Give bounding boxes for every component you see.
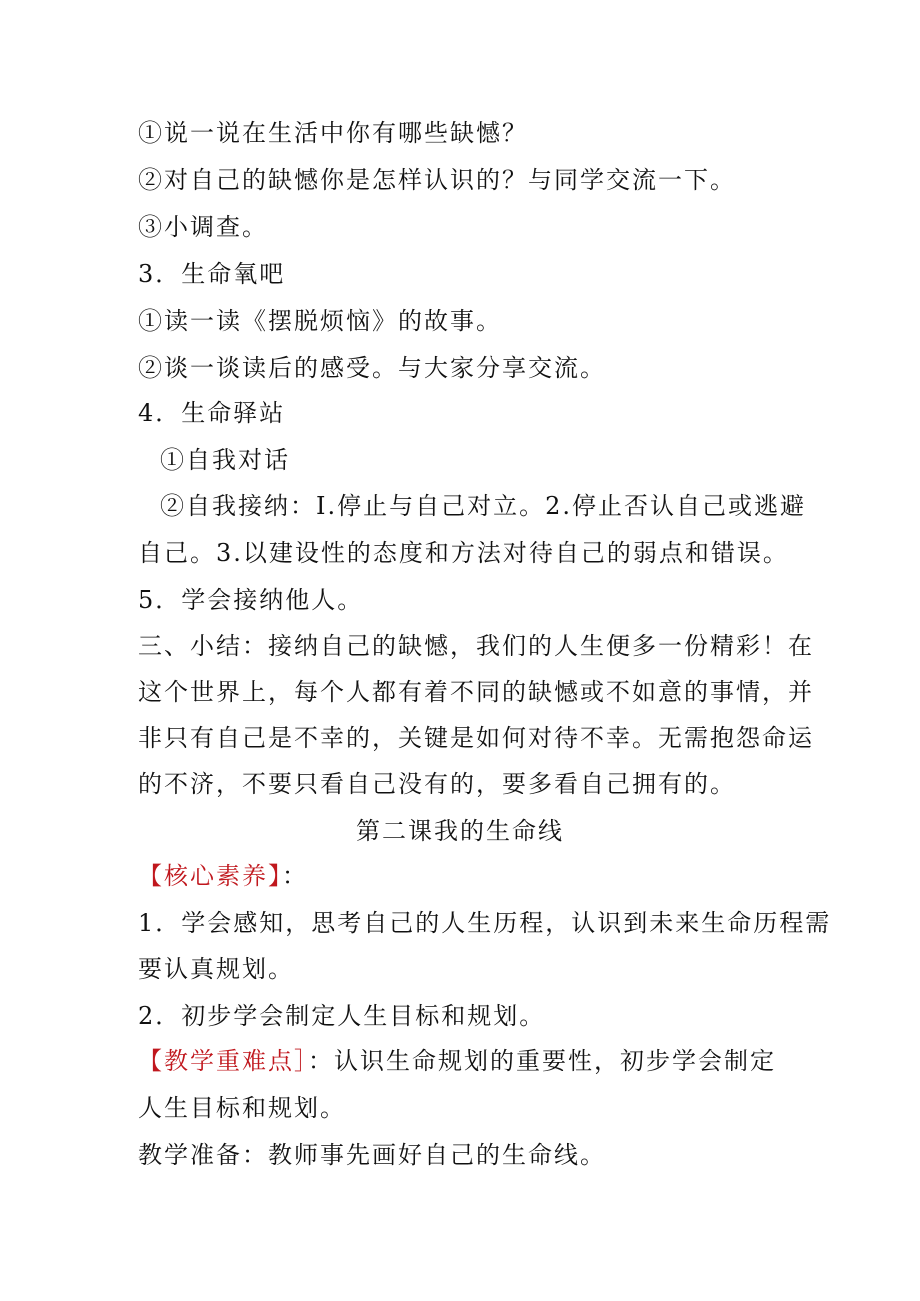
core-literacy-heading bbox=[138, 861, 308, 891]
key-points-text: ：认识生命规划的重要性，初步学会制定 bbox=[308, 1047, 776, 1075]
text-line: ①读一读《摆脱烦恼》的故事。 bbox=[138, 307, 502, 335]
core-point: 2．初步学会制定人生目标和规划。 bbox=[138, 1002, 546, 1030]
text-line: 自己。3.以建设性的态度和方法对待自己的弱点和错误。 bbox=[138, 539, 789, 567]
core-point: 1．学会感知，思考自己的人生历程，认识到未来生命历程需 bbox=[138, 909, 832, 937]
text-line: ②对自己的缺憾你是怎样认识的？与同学交流一下。 bbox=[138, 166, 736, 194]
preparation-line: 教学准备：教师事先画好自己的生命线。 bbox=[138, 1141, 606, 1169]
text-line: ②自我接纳：I.停止与自己对立。2.停止否认自己或逃避 bbox=[160, 492, 807, 520]
text-line: ②谈一谈读后的感受。与大家分享交流。 bbox=[138, 354, 606, 382]
section-heading: 5．学会接纳他人。 bbox=[138, 586, 364, 614]
text-line: ①自我对话 bbox=[160, 446, 290, 474]
text-line: ①说一说在生活中你有哪些缺憾？ bbox=[138, 119, 528, 147]
section-heading: 3．生命氧吧 bbox=[138, 260, 286, 288]
key-points-label: 【教学重难点］ bbox=[138, 1047, 308, 1075]
summary-line: 非只有自己是不幸的，关键是如何对待不幸。无需抱怨命运 bbox=[138, 724, 814, 752]
key-points-heading bbox=[138, 1046, 776, 1076]
summary-line: 三、小结：接纳自己的缺憾，我们的人生便多一份精彩！在 bbox=[138, 632, 814, 660]
core-literacy-colon: ： bbox=[282, 862, 308, 890]
key-points-continuation: 人生目标和规划。 bbox=[138, 1094, 346, 1122]
lesson-title: 第二课我的生命线 bbox=[356, 817, 564, 845]
core-literacy-label: 【核心素养】 bbox=[138, 862, 282, 890]
section-heading: 4．生命驿站 bbox=[138, 399, 286, 427]
summary-line: 这个世界上，每个人都有着不同的缺憾或不如意的事情，并 bbox=[138, 678, 814, 706]
core-point: 要认真规划。 bbox=[138, 955, 294, 983]
text-line: ③小调查。 bbox=[138, 213, 268, 241]
summary-line: 的不济，不要只看自己没有的，要多看自己拥有的。 bbox=[138, 770, 736, 798]
